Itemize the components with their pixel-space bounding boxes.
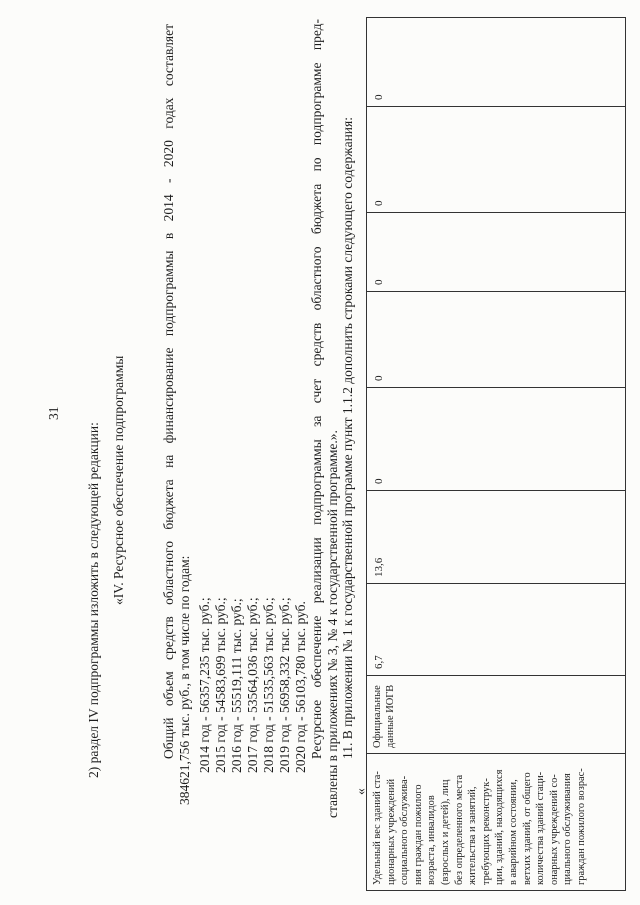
description-line: требующих реконструк- <box>480 778 492 885</box>
description-line: ветхих зданий, от общего <box>521 772 533 885</box>
year-item: 2015 год - 54583,699 тыс. руб.; <box>213 597 228 773</box>
paragraph-1-line-2: 384621,756 тыс. руб., в том числе по годам: <box>177 555 192 805</box>
value-2019: 0 <box>373 200 385 206</box>
value-cell <box>367 212 625 291</box>
description-line: (взрослых и детей), лиц <box>439 779 451 885</box>
paragraph-2-line-1: Ресурсное обеспечение реализации подпрограммы за счет средств областного бюджета по подпрограмме пред- <box>309 19 324 759</box>
description-line: граждан пожилого возрас- <box>575 768 587 885</box>
source-line: Официальные <box>372 685 383 748</box>
indicator-description <box>371 761 589 885</box>
year-item: 2017 год - 53564,036 тыс. руб.; <box>245 597 260 773</box>
description-line: в аварийном состоянии, <box>507 779 519 885</box>
description-line: онарных учреждений со- <box>548 774 560 885</box>
value-cell <box>367 18 625 106</box>
section-title: «IV. Ресурсное обеспечение подпрограммы <box>111 355 126 605</box>
value-2018: 0 <box>373 279 385 285</box>
source-line: данные ИОГВ <box>385 684 396 748</box>
description-line: без определенного места <box>453 774 465 885</box>
description-line: социального обслужива- <box>399 775 411 885</box>
item-2-text: 2) раздел IV подпрограммы изложить в следующей редакции: <box>86 422 101 778</box>
description-line: циального обслуживания <box>562 773 574 885</box>
value-2016: 0 <box>373 478 385 484</box>
year-item: 2014 год - 56357,235 тыс. руб.; <box>197 597 212 773</box>
description-line: ционарных учреждений <box>385 778 397 885</box>
value-cell <box>367 490 625 583</box>
value-2017: 0 <box>373 375 385 381</box>
year-item: 2018 год - 51535,563 тыс. руб.; <box>261 597 276 773</box>
page-number: 31 <box>46 406 61 420</box>
value-2014: 6,7 <box>373 655 385 669</box>
value-cell <box>367 291 625 387</box>
paragraph-2-line-2: ставлены в приложениях № 3, № 4 к государственной программе.». <box>325 430 340 818</box>
source-cell <box>367 675 625 753</box>
data-source <box>371 678 397 748</box>
value-cell <box>367 583 625 675</box>
year-item: 2016 год - 55519,111 тыс. руб.; <box>229 598 244 773</box>
description-line: ции, зданий, находящихся <box>494 769 506 885</box>
year-item: 2019 год - 56958,332 тыс. руб.; <box>277 597 292 773</box>
description-line: количества зданий стаци- <box>535 771 547 885</box>
value-2020: 0 <box>373 94 385 100</box>
paragraph-1-line-1: Общий объем средств областного бюджета на финансирование подпрограммы в 2014 - 2020 годах составляет <box>161 24 176 759</box>
description-line: Удельный вес зданий ста- <box>372 771 383 885</box>
description-line: ния граждан пожилого <box>412 784 424 885</box>
quote-open: « <box>353 788 368 795</box>
value-cell <box>367 387 625 490</box>
indicator-table <box>366 17 626 891</box>
item-11-text: 11. В приложении № 1 к государственной программе пункт 1.1.2 дополнить строками следующего содержания: <box>340 117 355 759</box>
description-line: возраста, инвалидов <box>426 795 438 885</box>
description-cell <box>367 753 625 890</box>
value-cell <box>367 106 625 212</box>
year-item: 2020 год - 56103,780 тыс. руб. <box>293 601 308 773</box>
description-line: жительства и занятий, <box>467 786 479 885</box>
value-2015: 13,6 <box>373 557 385 577</box>
